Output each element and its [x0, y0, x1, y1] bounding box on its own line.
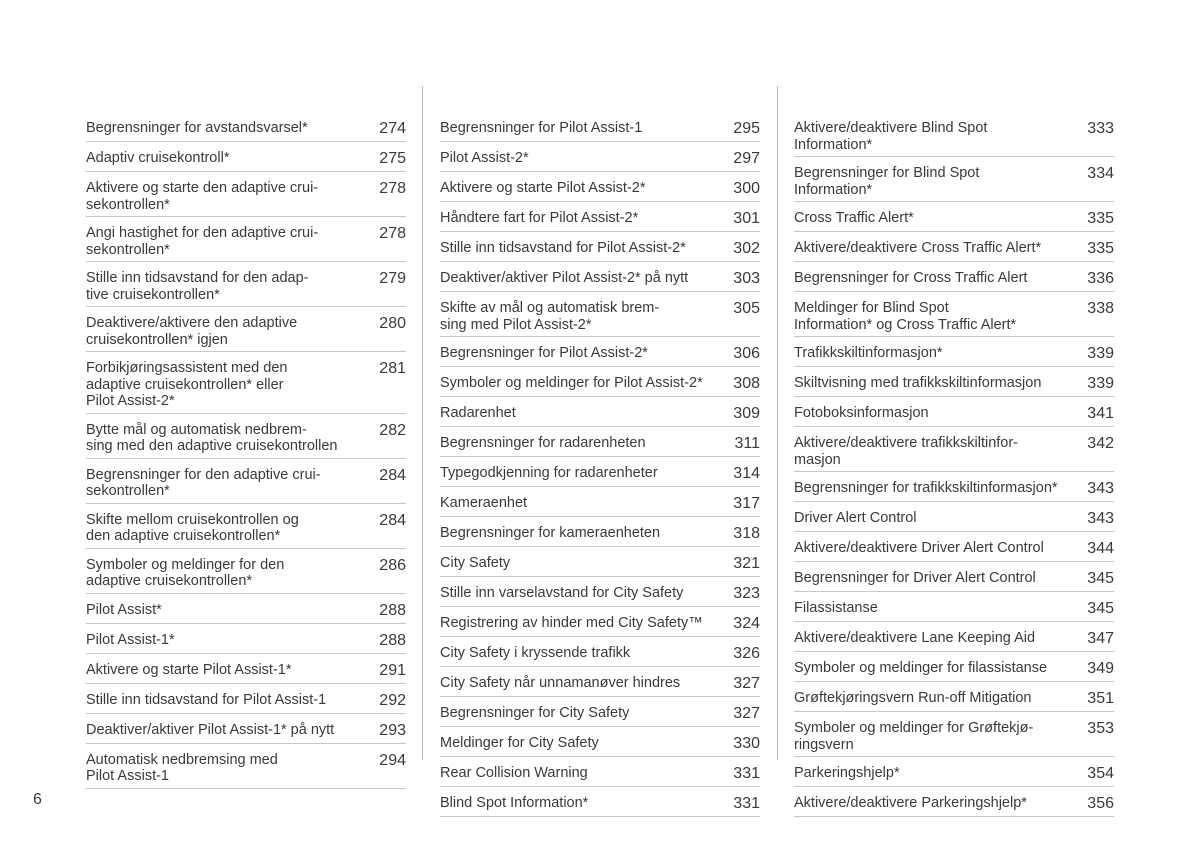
toc-entry-page: 293 — [379, 721, 406, 739]
toc-entry[interactable] — [86, 178, 406, 217]
toc-entry[interactable] — [440, 643, 760, 667]
toc-entry-page: 300 — [733, 180, 760, 197]
toc-entry-title: Driver Alert Control — [794, 510, 917, 526]
toc-entry-page: 323 — [733, 585, 760, 602]
toc-entry-page: 284 — [379, 466, 406, 484]
toc-entry-title: Registrering av hinder med City Safety™ — [440, 615, 703, 631]
page-number: 6 — [33, 791, 42, 808]
toc-entry[interactable] — [86, 600, 406, 624]
toc-entry-title: Skifte av mål og automatisk brem- sing med Pilot Assist-2* — [440, 300, 660, 333]
toc-entry-page: 349 — [1087, 660, 1114, 677]
toc-column-3 — [794, 118, 1114, 823]
toc-entry-page: 280 — [379, 315, 406, 332]
toc-entry[interactable] — [440, 763, 760, 787]
toc-entry-title: Stille inn tidsavstand for den adap- tive cruisekontrollen* — [86, 270, 309, 303]
toc-entry-title: Fotoboksinformasjon — [794, 405, 929, 421]
toc-entry-title: Automatisk nedbremsing med Pilot Assist-1 — [86, 751, 278, 784]
toc-entry-page: 306 — [733, 345, 760, 362]
toc-entry-page: 353 — [1087, 720, 1114, 737]
toc-entry-title: Deaktiver/aktiver Pilot Assist-1* på nytt — [86, 721, 335, 738]
toc-entry-title: Symboler og meldinger for Pilot Assist-2* — [440, 375, 703, 391]
toc-entry-title: Begrensninger for kameraenheten — [440, 525, 661, 541]
toc-entry-title: Aktivere/deaktivere Lane Keeping Aid — [794, 630, 1036, 646]
toc-entry[interactable] — [440, 463, 760, 487]
toc-entry-title: Pilot Assist-2* — [440, 150, 529, 166]
toc-entry-page: 317 — [733, 495, 760, 512]
toc-entry[interactable] — [440, 733, 760, 757]
toc-entry[interactable] — [440, 433, 760, 457]
toc-entry-title: Deaktivere/aktivere den adaptive cruisekontrollen* igjen — [86, 315, 298, 348]
toc-entry-page: 324 — [733, 615, 760, 632]
toc-entry[interactable] — [86, 420, 406, 459]
toc-entry[interactable] — [794, 403, 1114, 427]
toc-entry-title: Adaptiv cruisekontroll* — [86, 150, 230, 166]
toc-entry-page: 327 — [733, 705, 760, 722]
toc-entry-page: 303 — [733, 270, 760, 287]
toc-entry[interactable] — [440, 148, 760, 172]
toc-entry[interactable] — [86, 750, 406, 789]
toc-entry-page: 338 — [1087, 300, 1114, 317]
toc-entry-title: Cross Traffic Alert* — [794, 210, 914, 226]
toc-entry[interactable] — [794, 508, 1114, 532]
toc-entry[interactable] — [440, 703, 760, 727]
toc-entry-page: 278 — [379, 180, 406, 197]
toc-entry-title: Grøftekjøringsvern Run-off Mitigation — [794, 690, 1032, 706]
toc-entry-title: Aktivere/deaktivere Driver Alert Control — [794, 540, 1044, 556]
toc-entry-page: 341 — [1087, 405, 1114, 422]
toc-entry-title: Bytte mål og automatisk nedbrem- sing med den adaptive cruisekontrollen — [86, 421, 338, 454]
toc-entry[interactable] — [86, 313, 406, 352]
toc-entry[interactable] — [86, 465, 406, 504]
toc-entry-title: Rear Collision Warning — [440, 765, 588, 781]
toc-entry-title: Aktivere og starte Pilot Assist-2* — [440, 180, 646, 196]
toc-entry[interactable] — [86, 148, 406, 172]
toc-entry[interactable] — [440, 673, 760, 697]
toc-entry-page: 356 — [1087, 795, 1114, 812]
toc-entry-page: 288 — [379, 631, 406, 649]
column-divider — [422, 86, 423, 760]
toc-entry-page: 311 — [734, 435, 760, 452]
toc-entry-title: Aktivere og starte Pilot Assist-1* — [86, 661, 292, 678]
toc-entry-title: Symboler og meldinger for den adaptive cruisekontrollen* — [86, 556, 285, 589]
toc-entry-page: 326 — [733, 645, 760, 662]
toc-entry-page: 351 — [1087, 690, 1114, 707]
toc-entry-page: 288 — [379, 601, 406, 619]
toc-entry[interactable] — [794, 433, 1114, 472]
toc-entry-page: 279 — [379, 270, 406, 287]
toc-entry-page: 344 — [1087, 540, 1114, 557]
toc-entry-title: Stille inn tidsavstand for Pilot Assist-2* — [440, 240, 686, 256]
toc-entry-title: Begrensninger for Blind Spot Information* — [794, 165, 980, 198]
toc-entry[interactable] — [794, 208, 1114, 232]
toc-entry-page: 339 — [1087, 345, 1114, 362]
toc-entry-page: 275 — [379, 150, 406, 167]
toc-entry[interactable] — [86, 720, 406, 744]
toc-entry-page: 305 — [733, 300, 760, 317]
toc-entry[interactable] — [86, 358, 406, 414]
toc-entry[interactable] — [794, 598, 1114, 622]
toc-entry-title: Begrensninger for trafikkskiltinformasjon* — [794, 480, 1058, 496]
toc-entry-title: Begrensninger for Driver Alert Control — [794, 570, 1036, 586]
toc-entry-title: Begrensninger for den adaptive crui- sekontrollen* — [86, 466, 321, 499]
toc-entry[interactable] — [794, 478, 1114, 502]
toc-entry[interactable] — [440, 208, 760, 232]
toc-entry-page: 354 — [1087, 765, 1114, 782]
toc-entry-page: 339 — [1087, 375, 1114, 392]
toc-entry-title: Aktivere/deaktivere Cross Traffic Alert* — [794, 240, 1042, 256]
toc-entry-page: 297 — [733, 150, 760, 167]
toc-entry-page: 309 — [733, 405, 760, 422]
toc-entry-title: Stille inn tidsavstand for Pilot Assist-1 — [86, 691, 327, 708]
toc-entry[interactable] — [86, 268, 406, 307]
toc-entry-title: City Safety i kryssende trafikk — [440, 645, 631, 661]
toc-entry[interactable] — [440, 268, 760, 292]
toc-entry-page: 314 — [733, 465, 760, 482]
toc-entry-page: 291 — [379, 661, 406, 679]
toc-entry[interactable] — [794, 238, 1114, 262]
toc-entry[interactable] — [440, 613, 760, 637]
toc-entry[interactable] — [440, 298, 760, 337]
toc-entry[interactable] — [794, 538, 1114, 562]
toc-entry-title: Aktivere/deaktivere Parkeringshjelp* — [794, 795, 1027, 811]
toc-entry-title: Symboler og meldinger for Grøftekjø- ringsvern — [794, 720, 1034, 753]
toc-entry[interactable] — [794, 373, 1114, 397]
toc-entry-page: 331 — [733, 795, 760, 812]
toc-entry-title: Parkeringshjelp* — [794, 765, 900, 781]
toc-entry[interactable] — [440, 343, 760, 367]
toc-entry-title: Stille inn varselavstand for City Safety — [440, 585, 684, 601]
toc-entry-page: 284 — [379, 511, 406, 529]
toc-entry[interactable] — [794, 658, 1114, 682]
toc-entry[interactable] — [86, 630, 406, 654]
toc-entry-page: 343 — [1087, 480, 1114, 497]
toc-entry-title: Symboler og meldinger for filassistanse — [794, 660, 1048, 676]
toc-entry-title: Meldinger for Blind Spot Information* og Cross Traffic Alert* — [794, 300, 1017, 333]
toc-entry-page: 301 — [733, 210, 760, 227]
toc-entry-page: 278 — [379, 225, 406, 242]
toc-entry-title: Begrensninger for City Safety — [440, 705, 630, 721]
toc-entry-page: 295 — [733, 120, 760, 137]
toc-entry-title: Aktivere og starte den adaptive crui- sekontrollen* — [86, 180, 319, 213]
toc-entry-title: Aktivere/deaktivere Blind Spot Information* — [794, 120, 988, 153]
toc-entry-page: 343 — [1087, 510, 1114, 527]
toc-entry[interactable] — [440, 238, 760, 262]
toc-entry-page: 345 — [1087, 600, 1114, 617]
toc-entry-title: Radarenhet — [440, 405, 516, 421]
toc-entry-page: 333 — [1087, 120, 1114, 137]
toc-entry-title: Håndtere fart for Pilot Assist-2* — [440, 210, 639, 226]
toc-entry-title: Deaktiver/aktiver Pilot Assist-2* på nytt — [440, 270, 689, 286]
toc-entry-title: City Safety — [440, 555, 511, 571]
toc-entry-title: Begrensninger for Pilot Assist-2* — [440, 345, 648, 361]
toc-entry[interactable] — [440, 583, 760, 607]
toc-entry-title: Filassistanse — [794, 600, 878, 616]
toc-entry[interactable] — [794, 688, 1114, 712]
toc-entry[interactable] — [86, 223, 406, 262]
toc-entry[interactable] — [794, 163, 1114, 202]
toc-entry-page: 335 — [1087, 240, 1114, 257]
toc-entry[interactable] — [794, 628, 1114, 652]
toc-entry[interactable] — [440, 793, 760, 817]
toc-entry-page: 335 — [1087, 210, 1114, 227]
toc-entry-title: Angi hastighet for den adaptive crui- sekontrollen* — [86, 225, 319, 258]
toc-entry-page: 330 — [733, 735, 760, 752]
toc-entry[interactable] — [794, 268, 1114, 292]
toc-entry[interactable] — [794, 118, 1114, 157]
column-divider — [777, 86, 778, 760]
toc-entry-page: 292 — [379, 691, 406, 709]
toc-entry-title: Meldinger for City Safety — [440, 735, 599, 751]
toc-entry[interactable] — [794, 343, 1114, 367]
toc-entry-title: Kameraenhet — [440, 495, 528, 511]
toc-entry-title: Skiltvisning med trafikkskiltinformasjon — [794, 375, 1042, 391]
toc-entry-page: 345 — [1087, 570, 1114, 587]
toc-entry-title: Trafikkskiltinformasjon* — [794, 345, 943, 361]
toc-entry[interactable] — [794, 568, 1114, 592]
toc-entry-page: 331 — [733, 765, 760, 782]
toc-column-2 — [440, 118, 760, 823]
toc-entry-title: Begrensninger for Cross Traffic Alert — [794, 270, 1028, 286]
toc-entry-page: 334 — [1087, 165, 1114, 182]
toc-entry-title: Begrensninger for radarenheten — [440, 435, 646, 451]
toc-entry-page: 321 — [733, 555, 760, 572]
toc-entry-title: Begrensninger for Pilot Assist-1 — [440, 120, 643, 136]
toc-entry[interactable] — [440, 523, 760, 547]
toc-entry-title: Pilot Assist* — [86, 601, 162, 618]
toc-entry[interactable] — [794, 793, 1114, 817]
toc-entry-page: 274 — [379, 120, 406, 137]
toc-entry[interactable] — [86, 510, 406, 549]
toc-entry-page: 336 — [1087, 270, 1114, 287]
toc-entry[interactable] — [86, 555, 406, 594]
toc-entry[interactable] — [86, 660, 406, 684]
toc-entry-page: 281 — [379, 360, 406, 377]
toc-entry-page: 342 — [1087, 435, 1114, 452]
toc-entry-title: Aktivere/deaktivere trafikkskiltinfor- masjon — [794, 435, 1019, 468]
toc-entry[interactable] — [440, 373, 760, 397]
toc-entry[interactable] — [794, 298, 1114, 337]
toc-entry-title: Blind Spot Information* — [440, 795, 589, 811]
toc-entry[interactable] — [86, 690, 406, 714]
toc-entry-title: Forbikjøringsassistent med den adaptive cruisekontrollen* eller Pilot Assist-2* — [86, 360, 288, 409]
toc-entry-title: Begrensninger for avstandsvarsel* — [86, 120, 308, 136]
toc-entry-page: 282 — [379, 421, 406, 439]
toc-column-1 — [86, 118, 406, 795]
toc-entry[interactable] — [440, 493, 760, 517]
toc-entry-page: 302 — [733, 240, 760, 257]
toc-entry-title: Typegodkjenning for radarenheter — [440, 465, 658, 481]
toc-entry-title: Pilot Assist-1* — [86, 631, 175, 648]
toc-entry-page: 308 — [733, 375, 760, 392]
toc-entry-page: 286 — [379, 556, 406, 574]
toc-entry-page: 327 — [733, 675, 760, 692]
toc-entry-title: City Safety når unnamanøver hindres — [440, 675, 681, 691]
toc-entry[interactable] — [440, 118, 760, 142]
toc-entry-page: 347 — [1087, 630, 1114, 647]
toc-entry-title: Skifte mellom cruisekontrollen og den adaptive cruisekontrollen* — [86, 511, 299, 544]
toc-entry[interactable] — [440, 178, 760, 202]
toc-entry-page: 294 — [379, 751, 406, 769]
toc-entry[interactable] — [794, 718, 1114, 757]
toc-entry[interactable] — [794, 763, 1114, 787]
toc-entry-page: 318 — [733, 525, 760, 542]
toc-entry[interactable] — [86, 118, 406, 142]
toc-entry[interactable] — [440, 403, 760, 427]
toc-entry[interactable] — [440, 553, 760, 577]
